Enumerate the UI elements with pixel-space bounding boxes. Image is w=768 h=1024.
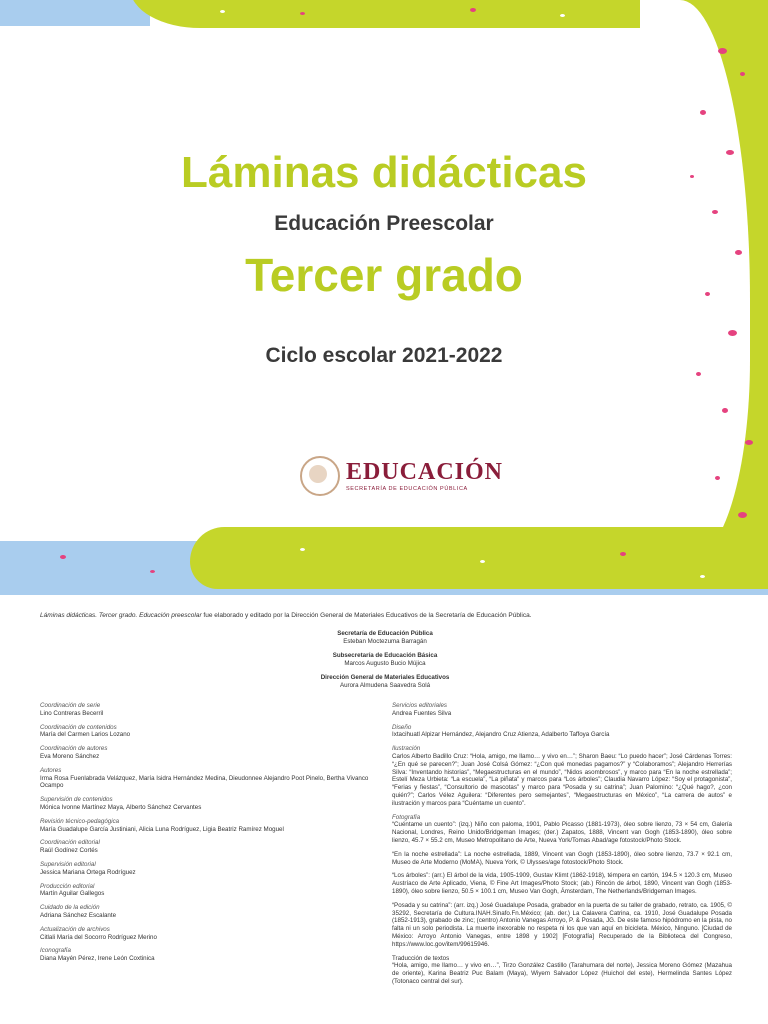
credit-value: María del Carmen Larios Lozano [40, 731, 131, 739]
credit-label: Autores [40, 766, 62, 774]
credit-block [40, 839, 370, 855]
intro-italic: Láminas didácticas. Tercer grado. Educación preescolar [40, 612, 202, 619]
credit-block [392, 851, 732, 867]
credit-label: Cuidado de la edición [40, 904, 100, 912]
credit-value: Diana Mayén Pérez, Irene León Coxtinica [40, 955, 155, 963]
credit-block [392, 745, 732, 807]
credit-block [40, 947, 370, 963]
credit-value: Irma Rosa Fuenlabrada Velázquez, María Isidra Hernández Medina, Dieudonnee Alejandro Poot Pinelo, Bertha Vivanco Ocampo [40, 774, 369, 790]
credit-block [40, 767, 370, 790]
credit-block [40, 904, 370, 920]
center-credit-name: Aurora Almudena Saavedra Solá [339, 682, 431, 689]
credits-left-column [40, 702, 370, 969]
band-green [130, 0, 710, 28]
credit-block [40, 724, 370, 740]
confetti-speck [715, 476, 720, 480]
credit-value: Raúl Godínez Cortés [40, 847, 98, 855]
credit-block [40, 883, 370, 899]
confetti-speck [220, 10, 225, 13]
credit-value: Ixtacihuatl Alpizar Hernández, Alejandro Cruz Atienza, Adalberto Taffoya García [392, 731, 610, 739]
center-credit [230, 652, 540, 668]
logo-sub-text: SECRETARÍA DE EDUCACIÓN PÚBLICA [346, 486, 468, 492]
credit-paragraph: “Cuéntame un cuento”: (izq.) Niño con paloma, 1901, Pablo Picasso (1881-1973), óleo sobre lienzo, 73 × 54 cm, Galería Nacional, Londres, Reino Unido/Bridgeman Images; (der.) Zapatos, 1888, Vincent van Gogh (1853-1890), óleo sobre lienzo, 45.7 × 55.2 cm, Museo Metropolitano de Arte, Nueva York/Tomas Abad/age fotostock/Photo Stock. [392, 821, 732, 844]
credit-block [40, 702, 370, 718]
cover-cycle: Ciclo escolar 2021-2022 [265, 344, 503, 367]
credit-block [392, 872, 732, 895]
credit-block [392, 955, 732, 986]
center-credit-heading: Secretaría de Educación Pública [337, 630, 433, 637]
credit-label: Supervisión editorial [40, 860, 96, 868]
credit-value: Mónica Ivonne Martínez Maya, Alberto Sánchez Cervantes [40, 803, 202, 811]
credit-block [40, 745, 370, 761]
center-credit-name: Esteban Moctezuma Barragán [343, 638, 427, 645]
confetti-speck [620, 552, 626, 556]
confetti-speck [728, 330, 737, 336]
credit-value: Citlali María del Socorro Rodríguez Merino [40, 933, 157, 941]
credit-label: Producción editorial [40, 882, 95, 890]
confetti-speck [480, 560, 485, 563]
credit-label: Coordinación de contenidos [40, 723, 117, 731]
credit-block [40, 796, 370, 812]
confetti-speck [470, 8, 476, 12]
credit-label: Coordinación de autores [40, 745, 108, 753]
credit-label: Ilustración [392, 745, 421, 753]
credit-block [392, 814, 732, 845]
center-credit [230, 630, 540, 646]
confetti-speck [700, 575, 705, 578]
center-credit [230, 674, 540, 690]
confetti-speck [722, 408, 728, 413]
credit-paragraph: “En la noche estrellada”: La noche estrellada, 1889, Vincent van Gogh (1853-1890), óleo sobre lienzo, 73.7 × 92.1 cm, Museo de Arte Moderno (MoMA), Nueva York, © Ulysses/age fotostock/Photo Stock. [392, 850, 732, 866]
bottom-band-green [190, 527, 768, 589]
credit-value: Lino Contreras Becerril [40, 709, 104, 717]
band-blue-left [0, 0, 150, 26]
credits-intro [40, 612, 730, 619]
confetti-speck [740, 72, 745, 76]
confetti-speck [150, 570, 155, 573]
credit-label: Revisión técnico-pedagógica [40, 817, 120, 825]
center-credit-name: Marcos Augusto Bucio Mújica [344, 660, 426, 667]
credit-label: Fotografía [392, 813, 421, 821]
credit-value: Andrea Fuentes Silva [392, 709, 452, 717]
center-credit-heading: Dirección General de Materiales Educativos [320, 674, 450, 681]
national-seal-icon [300, 456, 340, 496]
sep-logo [300, 456, 503, 496]
credit-paragraph: “Los árboles”: (arr.) El árbol de la vida, 1905-1909, Gustav Klimt (1862-1918), témpera en cartón, 194.5 × 120.3 cm, Museo Austríaco de Arte Aplicado, Viena, © Fine Art Images/Photo Stock; (ab.) Rincón de árbol, 1890, Vincent van Gogh (1853-1890), óleo sobre lienzo, 50.5 × 100.1 cm, Museo Van Gogh, Ámsterdam, The Netherlands/Bridgeman Images. [392, 872, 732, 895]
credit-paragraph: “Posada y su catrina”: (arr. izq.) José Guadalupe Posada, grabador en la puerta de su taller de grabado, retrato, ca. 1905, © 35292, Secretaría de Cultura.INAH.Sinafo.Fn.México; (ab. der.) La Calavera Catrina, ca. 1910, José Guadalupe Posada (1852-1913), grabado de zinc; (centro) Antonio Vanegas Arroyo, P. & Posada, JG. De este famoso hipódromo en la pista, no falta ni un solo periodista. La muerte inexorable no respeta ni los que van aquí en bicicleta. México, Ninguno. [Ciudad de México: Arroyo Antonio Vanegas, entre 1898 y 1902] [Fotografía] Recuperado de la Biblioteca del Congreso, https://www.loc.gov/item/99615946. [392, 901, 732, 948]
cover-title: Láminas didácticas [181, 148, 587, 197]
credit-block [392, 902, 732, 949]
confetti-speck [300, 12, 305, 15]
credit-paragraph: Carlos Alberto Badillo Cruz: “Hola, amigo, me llamo… y vivo en…”; Sharon Baeu: “Lo puedo hacer”; José Cárdenas Torres: “¿En qué se parecen?”; Juan José Colsá Gómez: “¿Con qué monedas pagamos?” y “Colaboramos”; Alejandro Herrerías Silva: “Inventando historias”, “Megaestructuras en el mundo”, “Nidos asombrosos”, y marco para “En la noche estrellada”; Estelí Meza Urbieta: “La escuela”, “La piñata” y marcos para “Los árboles”; Claudia Navarro López: “Soy el protagonista”, “Ferias y fiestas”, “Consultorio de mascotas” y marco para “Posada y su catrina”; Juan Palomino: “¿Qué hago?, ¿con quién?”; Carlos Vélez Aguilera: “Diferentes pero semejantes”, “Megaestructuras en México”, “La carrera de autos” e ilustración y marcos para “Cuéntame un cuento”. [392, 752, 732, 807]
confetti-speck [718, 48, 727, 54]
confetti-speck [738, 512, 747, 518]
credit-label: Actualización de archivos [40, 925, 110, 933]
logo-main-text: EDUCACIÓN [346, 459, 504, 485]
credit-value: Eva Moreno Sánchez [40, 752, 100, 760]
bottom-band [0, 527, 768, 595]
credit-block [40, 861, 370, 877]
credit-label: Iconografía [40, 947, 71, 955]
center-credit-heading: Subsecretaría de Educación Básica [332, 652, 438, 659]
credit-block [392, 702, 732, 718]
credit-label: Servicios editoriales [392, 702, 448, 709]
credit-block [392, 724, 732, 740]
cover-subtitle: Educación Preescolar [274, 212, 494, 235]
confetti-speck [300, 548, 305, 551]
credit-value: Martín Aguilar Gallegos [40, 890, 105, 898]
intro-rest: fue elaborado y editado por la Dirección General de Materiales Educativos de la Secretaría de Educación Pública. [201, 612, 532, 619]
credit-label: Traducción de textos [392, 954, 450, 962]
confetti-speck [700, 110, 706, 115]
confetti-speck [745, 440, 753, 445]
credit-label: Coordinación de serie [40, 702, 101, 709]
confetti-speck [60, 555, 66, 559]
credit-label: Coordinación editorial [40, 839, 100, 847]
credits-right-column [392, 702, 732, 992]
credit-block [40, 926, 370, 942]
credit-value: María Guadalupe García Justiniani, Alicia Luna Rodríguez, Ligia Beatriz Ramírez Moguel [40, 825, 284, 833]
credit-value: Jessica Mariana Ortega Rodríguez [40, 868, 136, 876]
credit-paragraph: “Hola, amigo, me llamo… y vivo en…”, Tirzo González Castillo (Tarahumara del norte), Jessica Moreno Gómez (Mazahua de oriente), Karina Beatriz Puc Balam (Maya), Wiyem Salvador López (Huichol del este), Hermelinda Santes López (Totonaco central del sur). [392, 962, 732, 985]
credit-block [40, 818, 370, 834]
confetti-speck [696, 372, 701, 376]
credit-label: Diseño [392, 723, 412, 731]
cover-grade: Tercer grado [245, 249, 523, 301]
confetti-speck [560, 14, 565, 17]
credit-label: Supervisión de contenidos [40, 796, 113, 804]
credit-value: Adriana Sánchez Escalante [40, 911, 117, 919]
